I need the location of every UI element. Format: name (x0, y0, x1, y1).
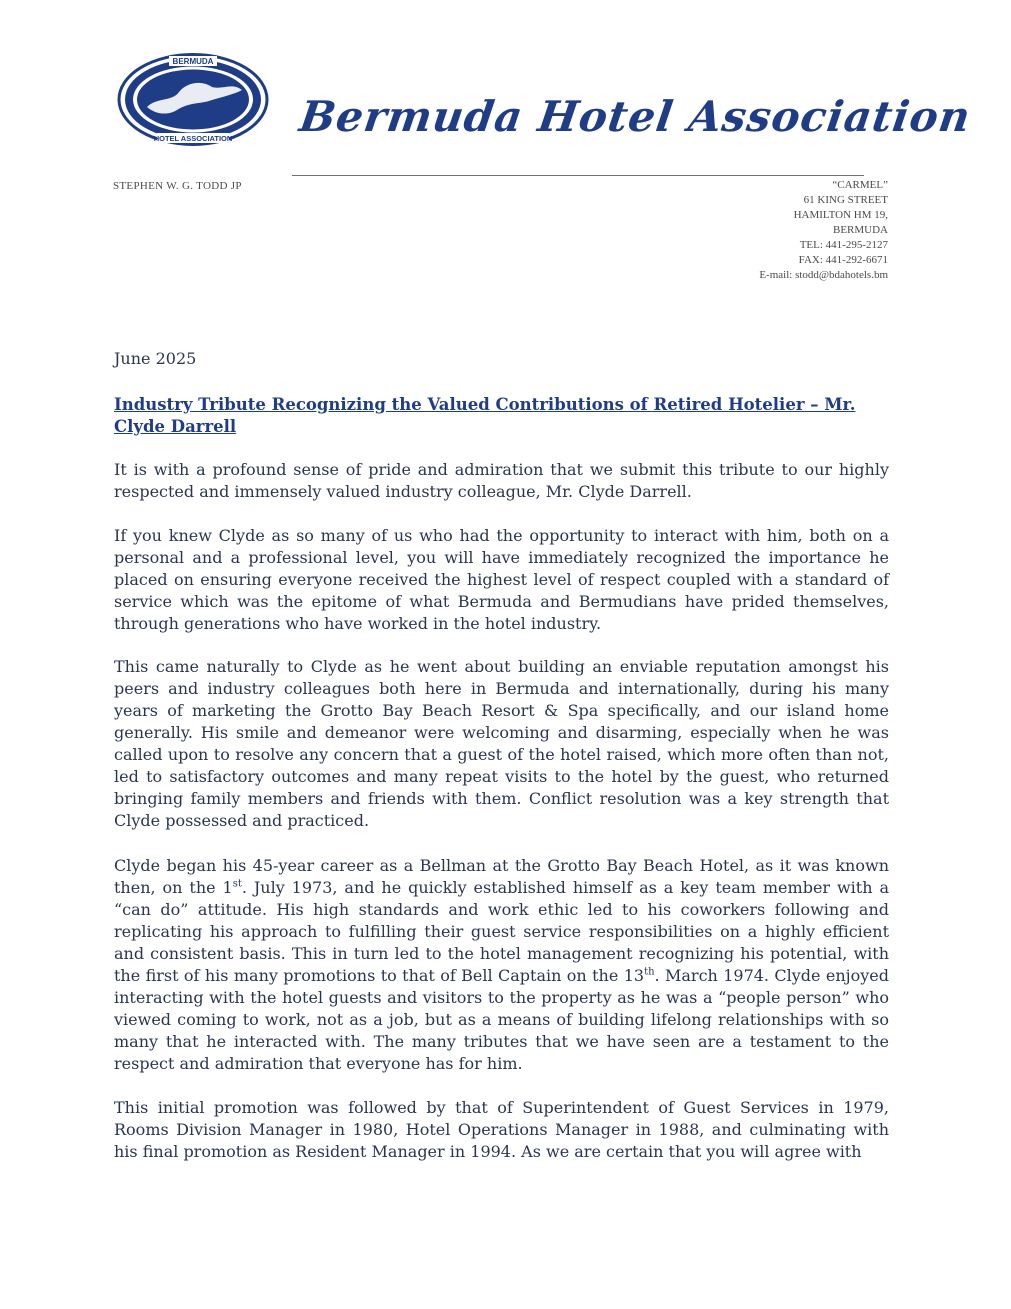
letterhead-rule (292, 175, 864, 176)
letterhead-title: Bermuda Hotel Association (296, 92, 974, 141)
address-line: TEL: 441-295-2127 (799, 239, 888, 251)
paragraph: It is with a profound sense of pride and admiration that we submit this tribute to our highly respected and immensely valued industry colleague, Mr. Clyde Darrell. (114, 460, 889, 501)
paragraph-text: Clyde began his 45-year career as a Bellman at the Grotto Bay Beach Hotel, as it was known then, on the 1 (114, 856, 889, 897)
paragraph: If you knew Clyde as so many of us who had the opportunity to interact with him, both on a personal and a professional level, you will have immediately recognized the importance he placed on ensuring everyone received the highest level of respect coupled with a standard of service which was the epitome of what Bermuda and Bermudians have prided themselves, through generations who have worked in the hotel industry. (114, 526, 889, 633)
logo-top-text: BERMUDA (172, 57, 214, 66)
address-line: BERMUDA (832, 224, 888, 236)
paragraph-text: . July 1973, and he quickly established himself as a key team member with a “can do” attitude. His high standards and work ethic led to his coworkers following and replicating his approach to fulfilling their guest service responsibilities on a highly efficient and consistent basis. This in turn led to the hotel management recognizing his potential, with the first of his many promotions to that of Bell Captain on the 13 (114, 878, 889, 985)
address-line: FAX: 441-292-6671 (798, 254, 888, 266)
address-line: 61 KING STREET (803, 194, 888, 206)
address-email: E-mail: stodd@bdahotels.bm (759, 269, 888, 281)
letter-heading: Industry Tribute Recognizing the Valued Contributions of Retired Hotelier – Mr. Clyde Darrell (114, 395, 856, 436)
ordinal-suffix: st (232, 878, 242, 890)
logo-bottom-text: HOTEL ASSOCIATION (153, 134, 233, 143)
ordinal-suffix: th (644, 966, 655, 978)
bha-logo (117, 52, 269, 147)
letter-date: June 2025 (114, 349, 197, 368)
paragraph (114, 855, 889, 1075)
paragraph: This came naturally to Clyde as he went about building an enviable reputation amongst his peers and industry colleagues both here in Bermuda and internationally, during his many years of marketing the Grotto Bay Beach Resort & Spa specifically, and our island home generally. His smile and demeanor were welcoming and disarming, especially when he was called upon to resolve any concern that a guest of the hotel raised, which more often than not, led to satisfactory outcomes and many repeat visits to the hotel by the guest, who returned bringing family members and friends with them. Conflict resolution was a key strength that Clyde possessed and practiced. (114, 657, 889, 830)
sender-name: STEPHEN W. G. TODD JP (113, 180, 242, 192)
paragraph-text: . March 1974. Clyde enjoyed interacting with the hotel guests and visitors to the property as he was a “people person” who viewed coming to work, not as a job, but as a means of building lifelong relationships with so many that he interacted with. The many tributes that we have seen are a testament to the respect and admiration that everyone has for him. (114, 966, 890, 1073)
address-line: “CARMEL” (832, 179, 888, 191)
address-block (640, 178, 888, 283)
paragraph: This initial promotion was followed by that of Superintendent of Guest Services in 1979, Rooms Division Manager in 1980, Hotel Operations Manager in 1988, and culminating with his final promotion as Resident Manager in 1994. As we are certain that you will agree with (114, 1098, 889, 1161)
address-line: HAMILTON HM 19, (793, 209, 888, 221)
